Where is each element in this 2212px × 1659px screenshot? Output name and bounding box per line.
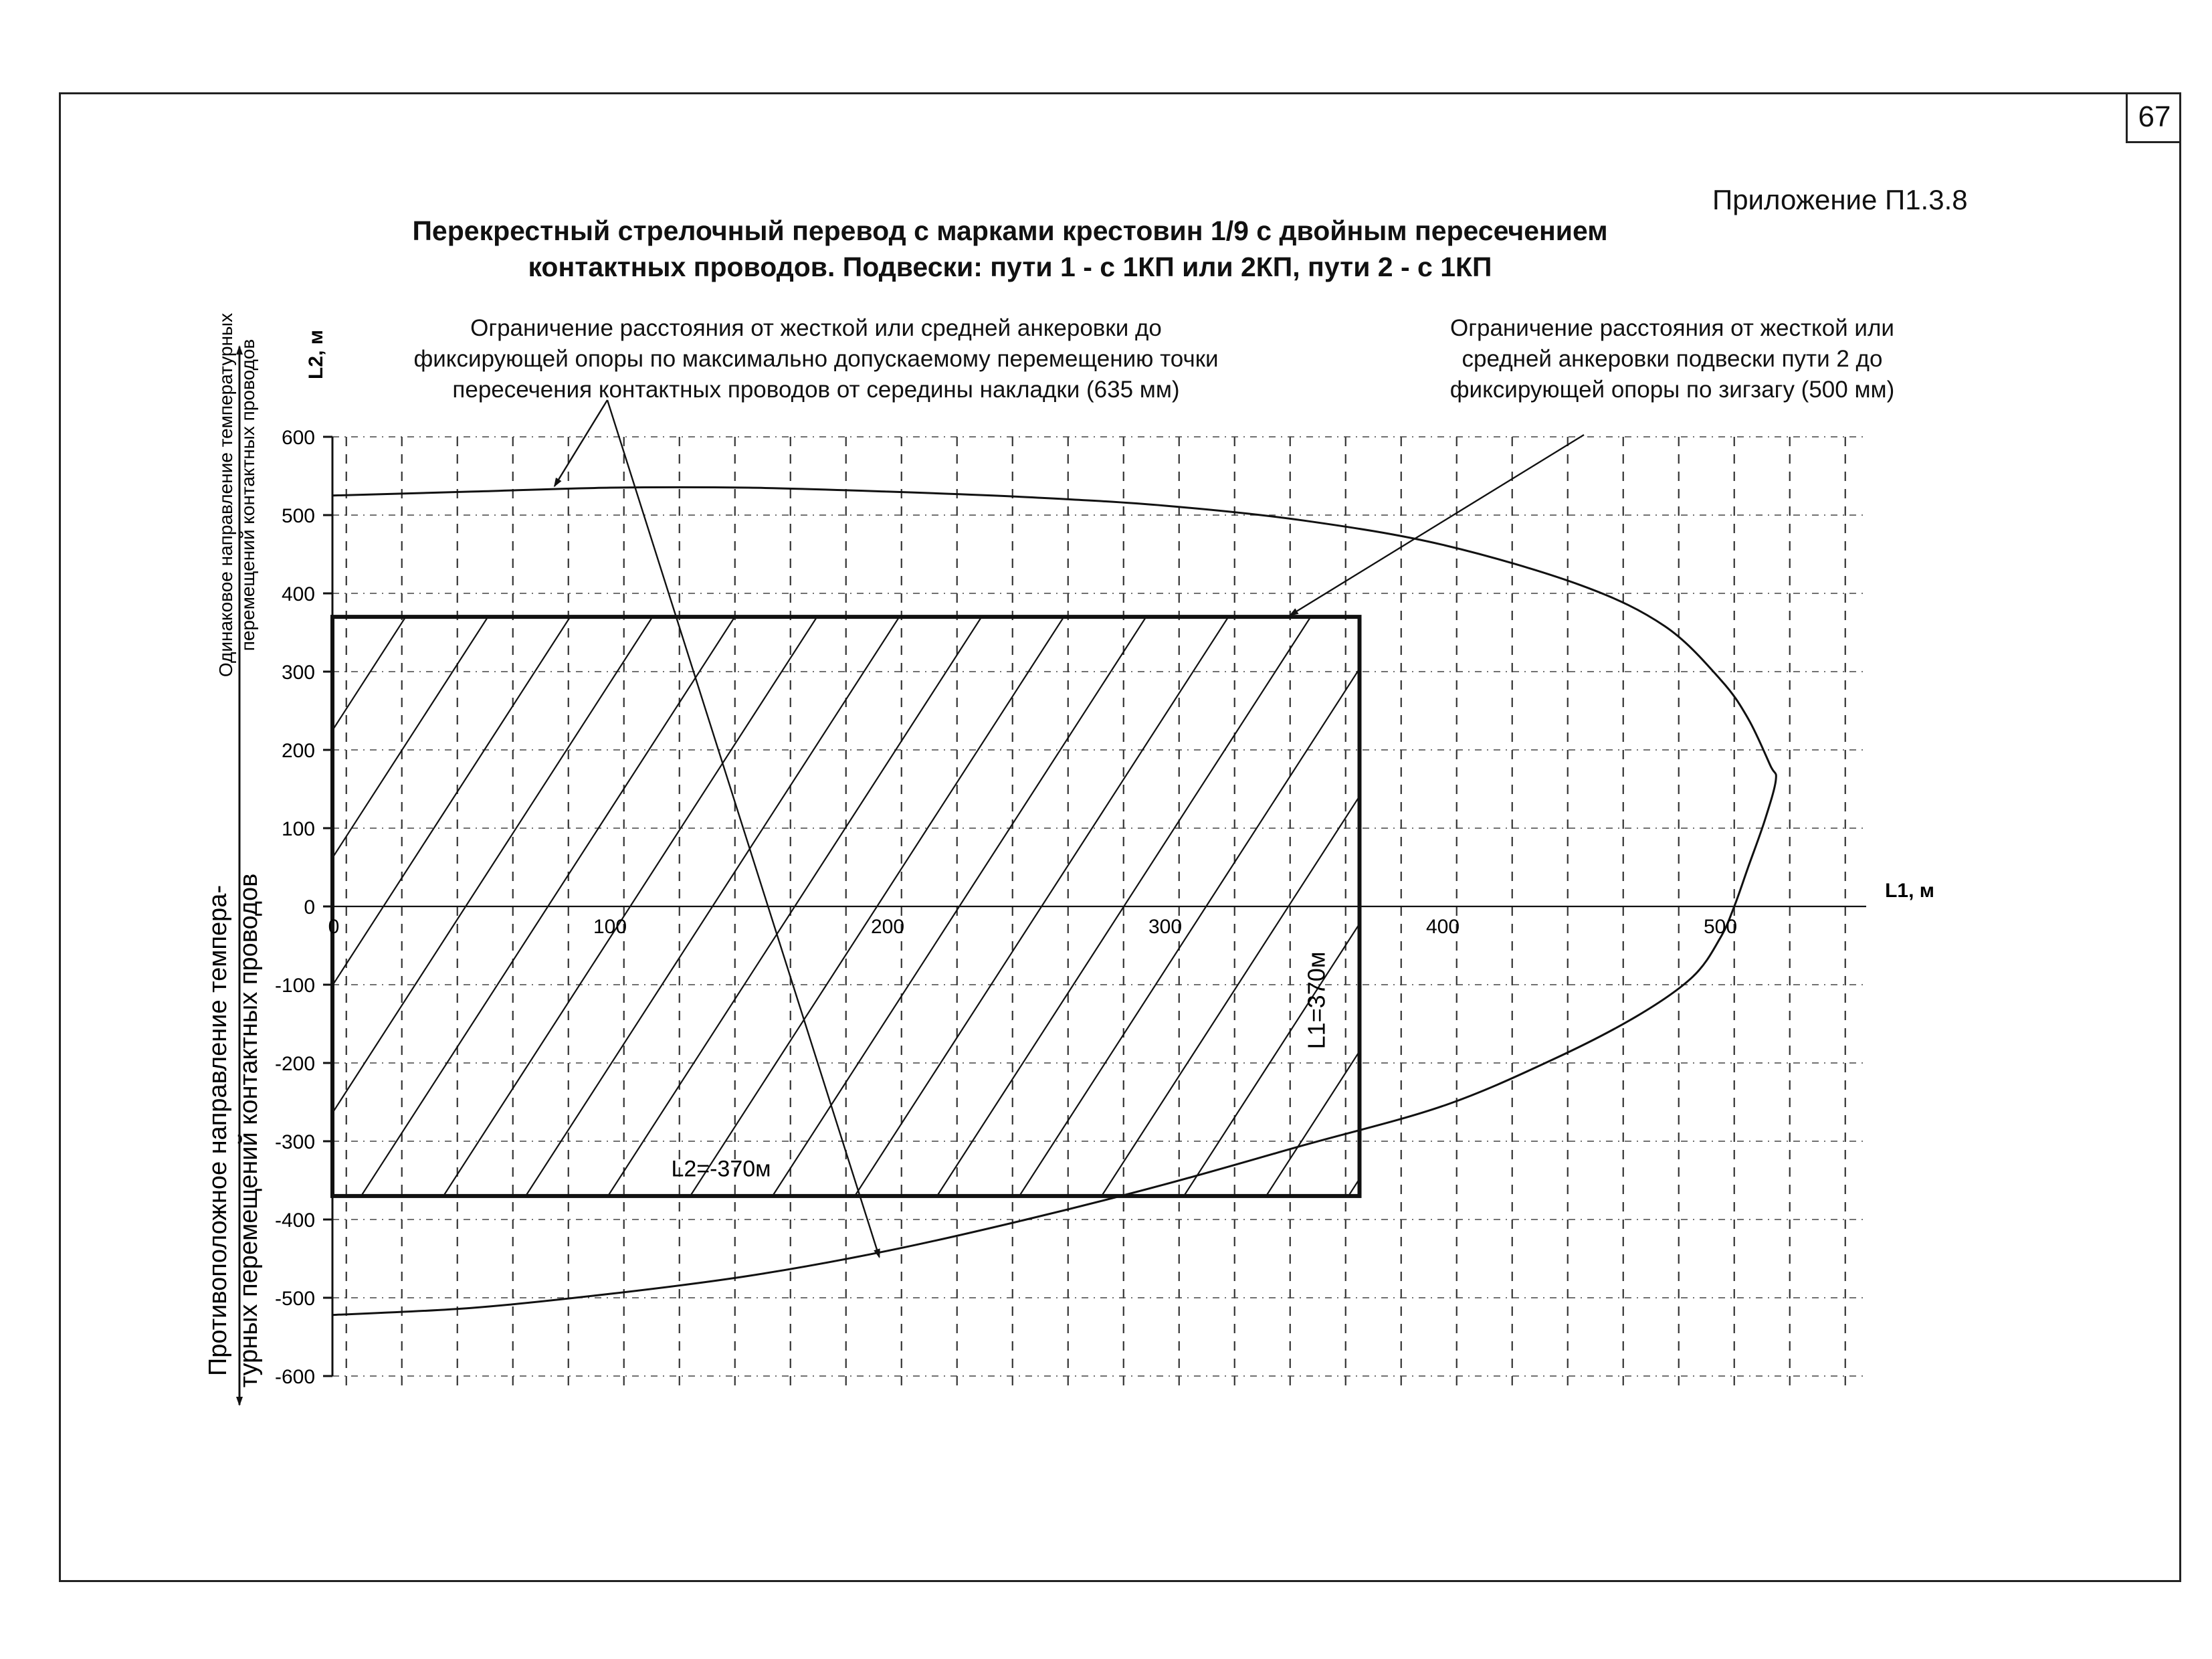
y-tick-label: 600 (281, 427, 315, 449)
limit-curve (332, 487, 1776, 1314)
hatch-line (1011, 0, 1813, 1209)
axes (323, 437, 1866, 1376)
hatch-line (1258, 0, 2060, 1209)
y-tick-label: -500 (274, 1288, 315, 1310)
x-tick-label: 100 (593, 916, 627, 938)
hatch-line (435, 0, 1237, 1209)
limit-curve-line (332, 487, 1776, 1314)
side-label-top-line-1: Одинаковое направление температурных (215, 312, 236, 678)
region-label-l2: L2=-370м (671, 1156, 771, 1182)
appendix-label: Приложение П1.3.8 (1712, 184, 1968, 215)
y-tick-label: 400 (281, 583, 315, 605)
hatch-line (517, 0, 1320, 1209)
side-label-top-line-2: перемещений контактных проводов (237, 338, 258, 652)
region-label-l1: L1=370м (1302, 951, 1330, 1050)
y-tick-label: -200 (274, 1053, 315, 1075)
hatch-line (1422, 0, 2212, 1209)
x-tick-label: 500 (1703, 916, 1738, 938)
annotation-left-line-2: фиксирующей опоры по максимально допускаемому перемещению точки (413, 346, 1219, 372)
side-label-bottom-line-2: турных перемещений контактных проводов (235, 873, 263, 1388)
hatch-line (1093, 0, 1896, 1209)
axis-labels (275, 330, 1934, 1388)
x-tick-label: 300 (1148, 916, 1183, 938)
annotation-right-line-1: Ограничение расстояния от жесткой или (1450, 315, 1894, 341)
hatch-line (599, 0, 1402, 1209)
hatch-line (764, 0, 1567, 1209)
annotation-left-line-3: пересечения контактных проводов от середины накладки (635 мм) (452, 377, 1180, 403)
side-label-bottom-line-1: Противоположное направление темпера- (204, 884, 232, 1377)
hatch-line (0, 0, 744, 1209)
x-tick-label: 400 (1425, 916, 1460, 938)
y-tick-label: 500 (281, 505, 315, 527)
y-tick-label: -600 (274, 1366, 315, 1388)
x-tick-label: 0 (328, 916, 340, 938)
annotation-right-line-3: фиксирующей опоры по зигзагу (500 мм) (1449, 377, 1895, 403)
annotation-left-line-1: Ограничение расстояния от жесткой или средней анкеровки до (470, 315, 1162, 341)
y-tick-label: -300 (274, 1131, 315, 1153)
y-tick-label: 300 (281, 662, 315, 684)
chart-title-line-1: Перекрестный стрелочный перевод с марками крестовин 1/9 с двойным пересечением (412, 215, 1608, 246)
page-number: 67 (2126, 92, 2181, 143)
y-tick-label: -100 (274, 975, 315, 997)
hatch-line (682, 0, 1484, 1209)
y-tick-label: 0 (304, 896, 315, 918)
y-tick-label: 200 (281, 740, 315, 762)
chart-title-line-2: контактных проводов. Подвески: пути 1 - с 1КП или 2КП, пути 2 - с 1КП (528, 252, 1492, 282)
hatch-line (1340, 0, 2142, 1209)
hatch-line (23, 0, 826, 1209)
hatch-line (846, 0, 1649, 1209)
side-label-opposite-direction (204, 874, 263, 1388)
x-axis-title: L1, м (1885, 880, 1934, 902)
hatch-line (1175, 0, 1978, 1209)
annotation-right-line-2: средней анкеровки подвески пути 2 до (1462, 346, 1883, 372)
y-axis-title: L2, м (305, 330, 327, 379)
hatch-line (353, 0, 1155, 1209)
grid-lines (332, 437, 1866, 1389)
y-tick-label: -400 (274, 1209, 315, 1232)
leader-line-to-top-curve (555, 400, 607, 486)
x-tick-label: 200 (870, 916, 905, 938)
side-label-same-direction (215, 313, 258, 677)
y-tick-label: 100 (281, 818, 315, 840)
